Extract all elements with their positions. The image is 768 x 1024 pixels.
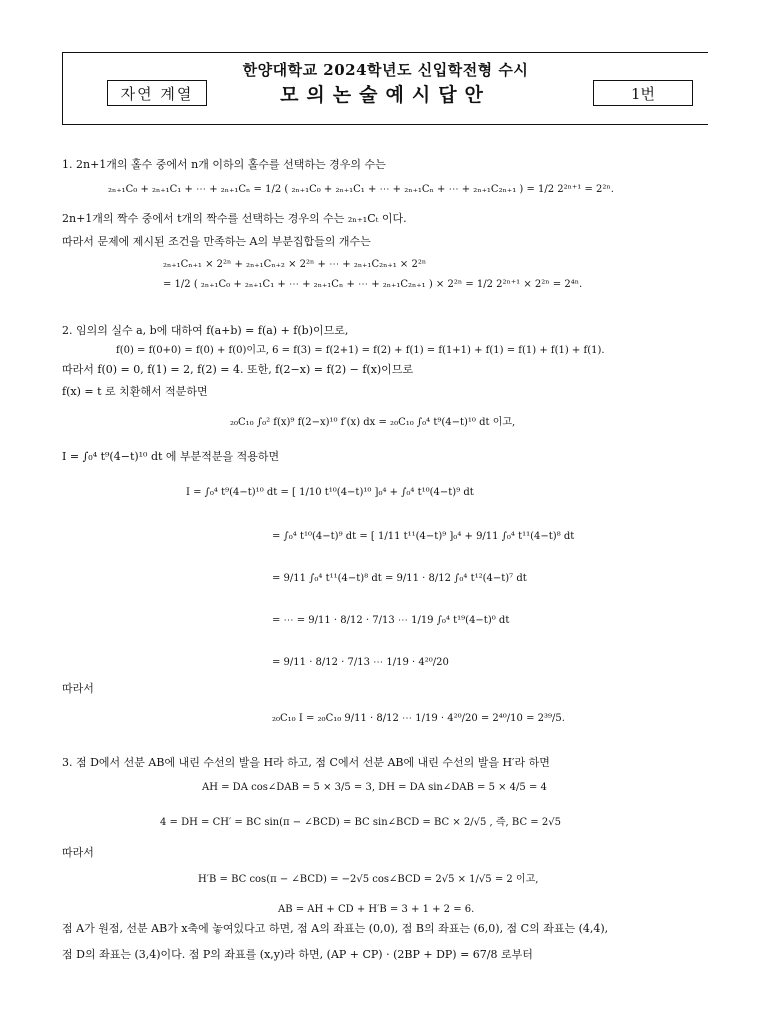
text-line: 2. 임의의 실수 a, b에 대하여 f(a+b) = f(a) + f(b)이므로, <box>62 324 349 337</box>
text-line: 따라서 f(0) = 0, f(1) = 2, f(2) = 4. 또한, f(2−x) = f(2) − f(x)이므로 <box>62 363 414 376</box>
text-line: 점 D의 좌표는 (3,4)이다. 점 P의 좌표를 (x,y)라 하면, (AP + CP) · (2BP + DP) = 67/8 로부터 <box>62 948 533 961</box>
text-line: 3. 점 D에서 선분 AB에 내린 수선의 발을 H라 하고, 점 C에서 선분 AB에 내린 수선의 발을 H′라 하면 <box>62 756 550 769</box>
math-line: ₂₀C₁₀ I = ₂₀C₁₀ 9/11 · 8/12 ⋯ 1/19 · 4²⁰/20 = 2⁴⁰/10 = 2³⁹/5. <box>272 713 565 724</box>
math-line: = ⋯ = 9/11 · 8/12 · 7/13 ⋯ 1/19 ∫₀⁴ t¹⁹(4−t)⁰ dt <box>272 615 510 626</box>
math-line: ₂ₙ₊₁Cₙ₊₁ × 2²ⁿ + ₂ₙ₊₁Cₙ₊₂ × 2²ⁿ + ⋯ + ₂ₙ₊₁C₂ₙ₊₁ × 2²ⁿ <box>163 259 427 270</box>
math-line: H′B = BC cos(π − ∠BCD) = −2√5 cos∠BCD = 2√5 × 1/√5 = 2 이고, <box>198 874 539 885</box>
document-subtitle: 모의논술예시답안 <box>280 84 491 106</box>
text-line: 점 A가 원점, 선분 AB가 x축에 놓여있다고 하면, 점 A의 좌표는 (0,0), 점 B의 좌표는 (6,0), 점 C의 좌표는 (4,4), <box>62 922 609 935</box>
text-line: 1. 2n+1개의 홀수 중에서 n개 이하의 홀수를 선택하는 경우의 수는 <box>62 158 386 171</box>
text-line: 따라서 <box>62 682 94 695</box>
math-line: AH = DA cos∠DAB = 5 × 3/5 = 3, DH = DA sin∠DAB = 5 × 4/5 = 4 <box>202 782 547 793</box>
math-line: = ∫₀⁴ t¹⁰(4−t)⁹ dt = [ 1/11 t¹¹(4−t)⁹ ]₀⁴ + 9/11 ∫₀⁴ t¹¹(4−t)⁸ dt <box>272 531 575 542</box>
text-line: I = ∫₀⁴ t⁹(4−t)¹⁰ dt 에 부분적분을 적용하면 <box>62 450 280 463</box>
text-line: 따라서 문제에 제시된 조건을 만족하는 A의 부분집합들의 개수는 <box>62 235 371 248</box>
math-line: f(0) = f(0+0) = f(0) + f(0)이고, 6 = f(3) = f(2+1) = f(2) + f(1) = f(1+1) + f(1) = f(1) + f(1) + f(1). <box>116 345 605 356</box>
math-line: = 1/2 ( ₂ₙ₊₁C₀ + ₂ₙ₊₁C₁ + ⋯ + ₂ₙ₊₁Cₙ + ⋯ + ₂ₙ₊₁C₂ₙ₊₁ ) × 2²ⁿ = 1/2 2²ⁿ⁺¹ × 2²ⁿ = 2⁴ⁿ. <box>163 279 583 290</box>
question-number: 1번 <box>593 80 693 106</box>
math-line: AB = AH + CD + H′B = 3 + 1 + 2 = 6. <box>278 904 475 915</box>
category-label: 자연 계열 <box>107 80 207 106</box>
math-line: = 9/11 · 8/12 · 7/13 ⋯ 1/19 · 4²⁰/20 <box>272 657 449 668</box>
text-line: 따라서 <box>62 846 94 859</box>
math-line: = 9/11 ∫₀⁴ t¹¹(4−t)⁸ dt = 9/11 · 8/12 ∫₀⁴ t¹²(4−t)⁷ dt <box>272 573 527 584</box>
text-line: 2n+1개의 짝수 중에서 t개의 짝수를 선택하는 경우의 수는 ₂ₙ₊₁Cₜ 이다. <box>62 212 407 225</box>
math-line: I = ∫₀⁴ t⁹(4−t)¹⁰ dt = [ 1/10 t¹⁰(4−t)¹⁰ ]₀⁴ + ∫₀⁴ t¹⁰(4−t)⁹ dt <box>186 487 474 498</box>
math-line: ₂ₙ₊₁C₀ + ₂ₙ₊₁C₁ + ⋯ + ₂ₙ₊₁Cₙ = 1/2 ( ₂ₙ₊₁C₀ + ₂ₙ₊₁C₁ + ⋯ + ₂ₙ₊₁Cₙ + ⋯ + ₂ₙ₊₁C₂ₙ₊₁ ) = 1/2 2²ⁿ⁺¹ = 2²ⁿ. <box>108 184 614 195</box>
math-line: 4 = DH = CH′ = BC sin(π − ∠BCD) = BC sin∠BCD = BC × 2/√5 , 즉, BC = 2√5 <box>160 817 561 828</box>
header-box <box>62 52 708 125</box>
exam-title: 한양대학교 2024학년도 신입학전형 수시 <box>242 61 529 79</box>
text-line: f(x) = t 로 치환해서 적분하면 <box>62 385 208 398</box>
math-line: ₂₀C₁₀ ∫₀² f(x)⁹ f(2−x)¹⁰ f′(x) dx = ₂₀C₁₀ ∫₀⁴ t⁹(4−t)¹⁰ dt 이고, <box>230 417 516 428</box>
